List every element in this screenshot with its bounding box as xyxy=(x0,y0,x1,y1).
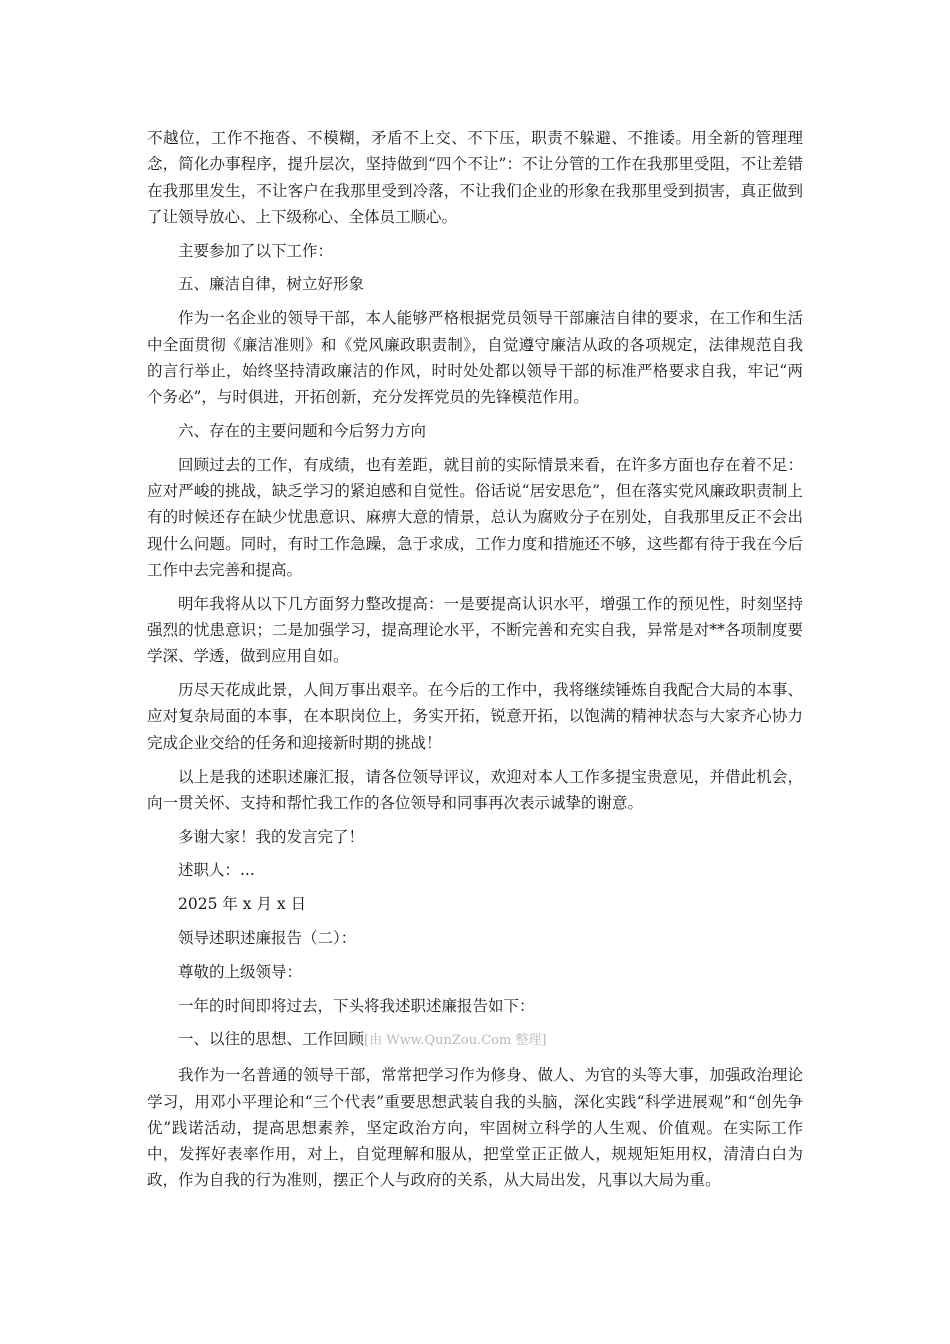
report-two-title: 领导述职述廉报告（二）： xyxy=(178,929,357,948)
paragraph-closing: 以上是我的述职述廉汇报，请各位领导评议，欢迎对本人工作多提宝贵意见，并借此机会，向一贯关怀、支持和帮忙我工作的各位领导和同事再次表示诚挚的谢意。 xyxy=(147,767,803,812)
paragraph-study: 我作为一名普通的领导干部，常常把学习作为修身、做人、为官的头等大事，加强政治理论学习，用邓小平理论和“三个代表”重要思想武装自我的头脑，深化实践“科学进展观”和“创先争优”践诺活动，提高思想素养，坚定政治方向，牢固树立科学的人生观、价值观。在实际工作中，发挥好表率作用，对上，自觉理解和服从，把堂堂正正做人，规规矩矩用权，清清白白为政，作为自我的行为准则，摆正个人与政府的关系，从大局出发，凡事以大局为重。 xyxy=(147,1066,803,1190)
paragraph-thanks: 多谢大家！我的发言完了！ xyxy=(178,827,365,846)
signature-line: 述职人：... xyxy=(178,861,255,880)
paragraph-work-intro: 主要参加了以下工作： xyxy=(178,241,334,260)
section-heading-1-text: 一、以往的思想、工作回顾 xyxy=(178,1030,365,1049)
paragraph-continuation: 不越位，工作不拖沓、不模糊，矛盾不上交、不下压，职责不躲避、不推诿。用全新的管理理念，简化办事程序，提升层次，坚持做到“四个不让”：不让分管的工作在我那里受阻，不让差错在我那里发生，不让客户在我那里受到冷落，不让我们企业的形象在我那里受到损害，真正做到了让领导放心、上下级称心、全体员工顺心。 xyxy=(147,129,803,226)
paragraph-integrity: 作为一名企业的领导干部，本人能够严格根据党员领导干部廉洁自律的要求，在工作和生活中全面贯彻《廉洁准则》和《党风廉政职责制》，自觉遵守廉洁从政的各项规定，法律规范自我的言行举止，始终坚持清政廉洁的作风，时时处处都以领导干部的标准严格要求自我，牢记“两个务必”，与时俱进，开拓创新，充分发挥党员的先锋模范作用。 xyxy=(147,309,803,407)
salutation: 尊敬的上级领导： xyxy=(178,962,303,981)
date-line: 2025 年 x 月 x 日 xyxy=(178,895,307,914)
watermark-text: [由 Www.QunZou.Com 整理] xyxy=(364,1033,547,1049)
paragraph-report-intro: 一年的时间即将过去，下头将我述职述廉报告如下： xyxy=(178,996,535,1015)
paragraph-next-year: 明年我将从以下几方面努力整改提高：一是要提高认识水平，增强工作的预见性，时刻坚持强烈的忧患意识；二是加强学习，提高理论水平，不断完善和充实自我，异常是对**各项制度要学深、学透，做到应用自如。 xyxy=(147,594,803,666)
section-heading-5: 五、廉洁自律，树立好形象 xyxy=(178,275,365,294)
paragraph-outlook: 历尽天花成此景，人间万事出艰辛。在今后的工作中，我将继续锤炼自我配合大局的本事、应对复杂局面的本事，在本职岗位上，务实开拓，锐意开拓，以饱满的精神状态与大家齐心协力完成企业交给的任务和迎接新时期的挑战！ xyxy=(147,681,803,752)
section-heading-6: 六、存在的主要问题和今后努力方向 xyxy=(178,421,427,440)
section-heading-1 xyxy=(147,1026,803,1054)
document-page xyxy=(147,125,803,1201)
paragraph-review: 回顾过去的工作，有成绩，也有差距，就目前的实际情景来看，在许多方面也存在着不足：应对严峻的挑战，缺乏学习的紧迫感和自觉性。俗话说“居安思危”，但在落实党风廉政职责制上有的时候还存在缺少忧患意识、麻痹大意的情景，总认为腐败分子在别处，自我那里反正不会出现什么问题。同时，有时工作急躁，急于求成，工作力度和措施还不够，这些都有待于我在今后工作中去完善和提高。 xyxy=(147,455,803,579)
